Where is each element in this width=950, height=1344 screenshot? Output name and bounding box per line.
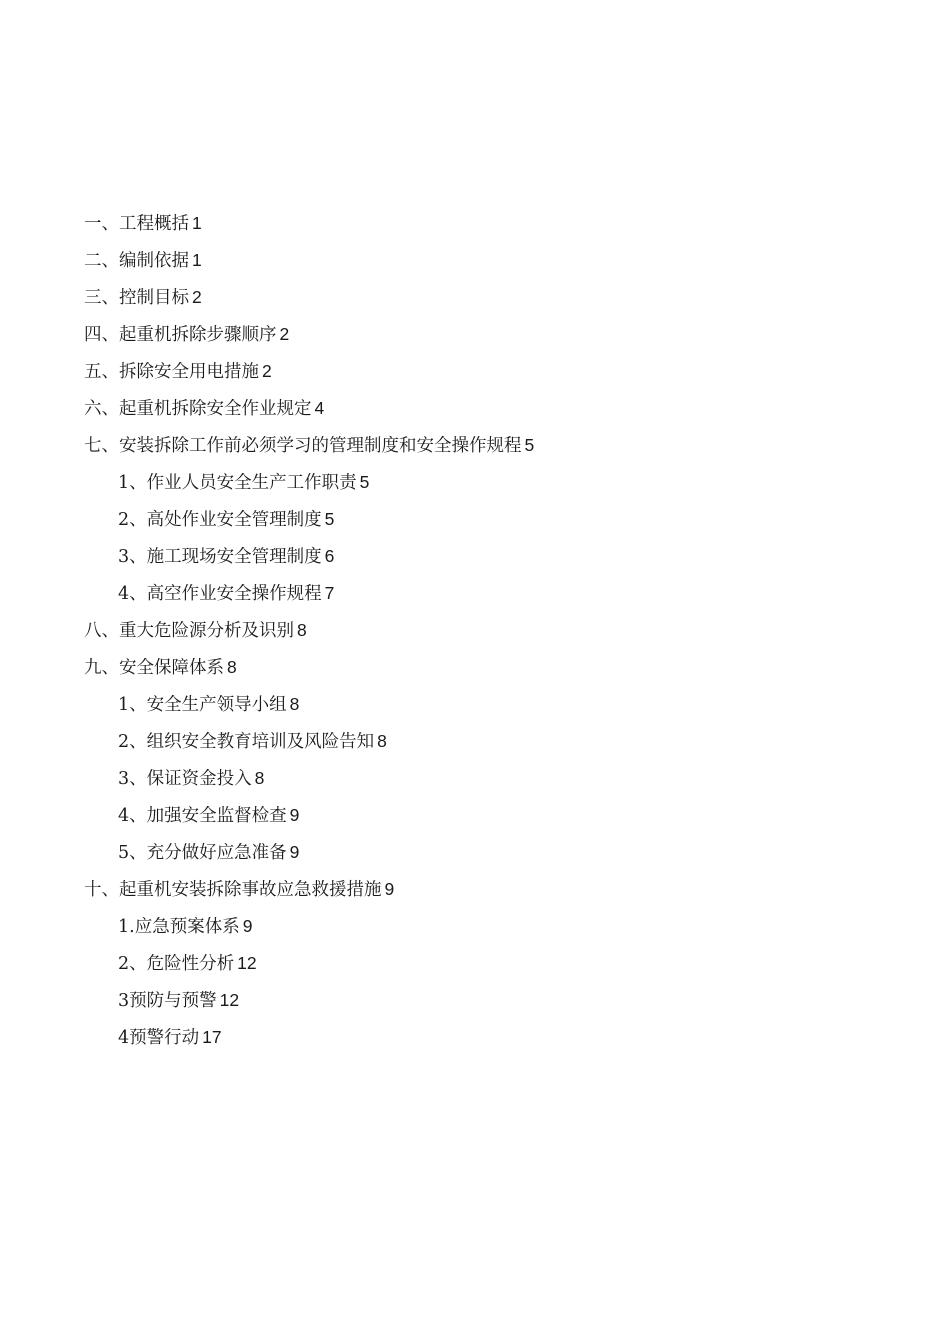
toc-entry[interactable]: [84, 797, 904, 834]
toc-entry[interactable]: [84, 723, 904, 760]
toc-entry-page-number: 8: [297, 620, 307, 640]
toc-entry-title: 3、施工现场安全管理制度: [118, 547, 322, 567]
toc-entry[interactable]: [84, 945, 904, 982]
toc-entry[interactable]: [84, 316, 904, 353]
toc-entry-title: 3预防与预警: [118, 991, 217, 1011]
toc-entry[interactable]: [84, 427, 904, 464]
toc-entry-page-number: 17: [202, 1027, 222, 1047]
toc-entry-page-number: 7: [324, 583, 335, 603]
toc-entry[interactable]: [84, 464, 904, 501]
toc-entry[interactable]: [84, 908, 904, 945]
toc-entry[interactable]: [84, 390, 904, 427]
toc-entry-title: 2、危险性分析: [118, 954, 235, 974]
toc-entry-title: 4、加强安全监督检查: [118, 806, 287, 826]
toc-entry-title: 六、起重机拆除安全作业规定: [84, 399, 312, 419]
toc-entry[interactable]: [84, 575, 904, 612]
toc-entry-page-number: 9: [384, 879, 395, 899]
toc-entry[interactable]: [84, 686, 904, 723]
toc-entry-title: 1、作业人员安全生产工作职责: [118, 473, 357, 493]
toc-entry-page-number: 1: [192, 250, 202, 270]
toc-entry-title: 5、充分做好应急准备: [118, 843, 287, 863]
toc-entry[interactable]: [84, 760, 904, 797]
toc-entry-title: 2、高处作业安全管理制度: [118, 510, 322, 530]
toc-entry-page-number: 12: [219, 990, 240, 1010]
toc-entry[interactable]: [84, 649, 904, 686]
toc-entry[interactable]: [84, 834, 904, 871]
toc-entry-page-number: 8: [377, 731, 387, 751]
toc-entry-title: 4预警行动: [118, 1028, 200, 1048]
toc-entry[interactable]: [84, 871, 904, 908]
toc-entry-title: 四、起重机拆除步骤顺序: [84, 325, 277, 345]
toc-entry-title: 七、安装拆除工作前必须学习的管理制度和安全操作规程: [84, 436, 522, 456]
toc-entry[interactable]: [84, 501, 904, 538]
toc-entry-page-number: 8: [227, 657, 237, 677]
toc-entry-page-number: 9: [242, 916, 253, 936]
toc-entry-page-number: 5: [359, 472, 370, 492]
toc-entry-page-number: 4: [314, 398, 325, 418]
toc-entry-page-number: 5: [324, 509, 335, 529]
toc-entry-page-number: 2: [192, 287, 202, 307]
toc-entry[interactable]: [84, 1019, 904, 1056]
toc-entry[interactable]: [84, 538, 904, 575]
toc-entry-page-number: 2: [262, 361, 272, 381]
toc-entry-title: 二、编制依据: [84, 251, 189, 271]
table-of-contents: [84, 205, 904, 1056]
toc-entry-title: 1.应急预案体系: [118, 917, 240, 937]
toc-entry-title: 八、重大危险源分析及识别: [84, 621, 294, 641]
toc-entry-title: 3、保证资金投入: [118, 769, 252, 789]
toc-entry-title: 4、高空作业安全操作规程: [118, 584, 322, 604]
toc-entry-page-number: 6: [324, 546, 335, 566]
toc-entry-title: 三、控制目标: [84, 288, 189, 308]
toc-entry-title: 九、安全保障体系: [84, 658, 224, 678]
toc-entry[interactable]: [84, 612, 904, 649]
toc-entry[interactable]: [84, 205, 904, 242]
toc-entry-title: 十、起重机安装拆除事故应急救援措施: [84, 880, 382, 900]
toc-entry-title: 2、组织安全教育培训及风险告知: [118, 732, 375, 752]
toc-entry[interactable]: [84, 279, 904, 316]
toc-entry-page-number: 5: [524, 435, 535, 455]
toc-entry-page-number: 2: [279, 324, 290, 344]
toc-entry[interactable]: [84, 982, 904, 1019]
toc-entry-page-number: 8: [289, 694, 300, 714]
toc-entry-page-number: 1: [192, 213, 202, 233]
toc-entry-title: 1、安全生产领导小组: [118, 695, 287, 715]
toc-entry-page-number: 12: [237, 953, 257, 973]
toc-entry-title: 一、工程概括: [84, 214, 189, 234]
toc-entry-page-number: 8: [254, 768, 265, 788]
toc-entry[interactable]: [84, 353, 904, 390]
toc-entry[interactable]: [84, 242, 904, 279]
toc-entry-page-number: 9: [289, 805, 300, 825]
toc-entry-page-number: 9: [289, 842, 300, 862]
toc-entry-title: 五、拆除安全用电措施: [84, 362, 259, 382]
